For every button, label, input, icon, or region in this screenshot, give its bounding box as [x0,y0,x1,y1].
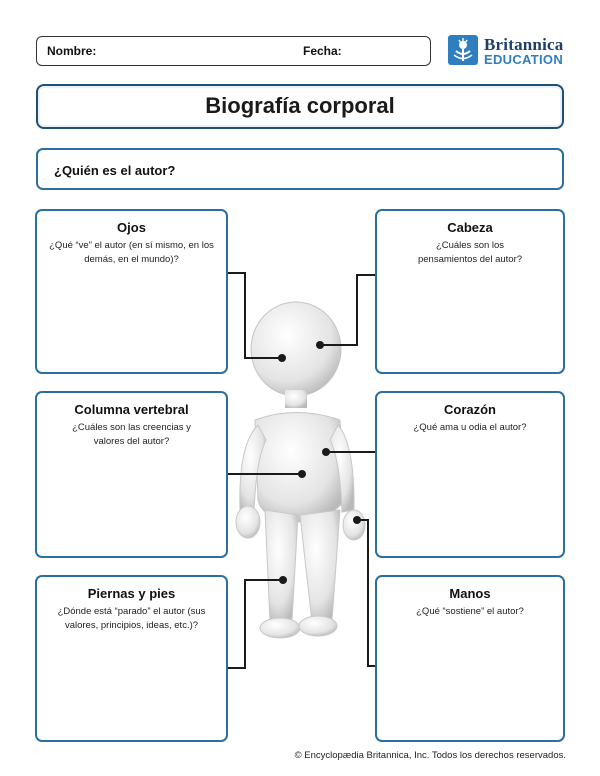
page-title: Biografía corporal [205,93,395,118]
card-heading: Corazón [444,402,496,417]
britannica-logo [448,34,568,68]
author-question-box[interactable] [36,148,564,190]
card-cabeza[interactable] [375,209,565,374]
card-prompt: ¿Cuáles son los pensamientos del autor? [417,240,523,265]
card-corazon[interactable] [375,391,565,558]
card-prompt: ¿Dónde está “parado” el autor (sus valores, principios, ideas, etc.)? [57,606,206,631]
card-heading: Columna vertebral [74,402,189,417]
page-title-box [36,84,564,129]
card-heading: Manos [449,586,491,601]
britannica-thistle-icon [448,35,478,65]
logo-text-education: EDUCATION [484,52,564,67]
card-heading: Piernas y pies [87,586,176,601]
copyright-footer: © Encyclopædia Britannica, Inc. Todos los derechos reservados. [294,750,566,761]
card-prompt: ¿Qué “ve” el autor (en sí mismo, en los demás, en el mundo)? [49,240,214,265]
card-columna-vertebral[interactable] [35,391,228,558]
name-date-box [36,36,431,66]
card-prompt: ¿Qué ama u odia el autor? [413,422,527,433]
name-label: Nombre: [47,44,97,58]
author-question-label: ¿Quién es el autor? [54,163,176,178]
card-prompt: ¿Qué “sostiene” el autor? [416,606,524,617]
card-manos[interactable] [375,575,565,742]
card-piernas-y-pies[interactable] [35,575,228,742]
card-prompt: ¿Cuáles son las creencias y valores del autor? [72,422,191,447]
date-label: Fecha: [303,44,342,58]
logo-text-britannica: Britannica [484,35,564,54]
card-heading: Cabeza [447,220,493,235]
card-heading: Ojos [117,220,146,235]
card-ojos[interactable] [35,209,228,374]
